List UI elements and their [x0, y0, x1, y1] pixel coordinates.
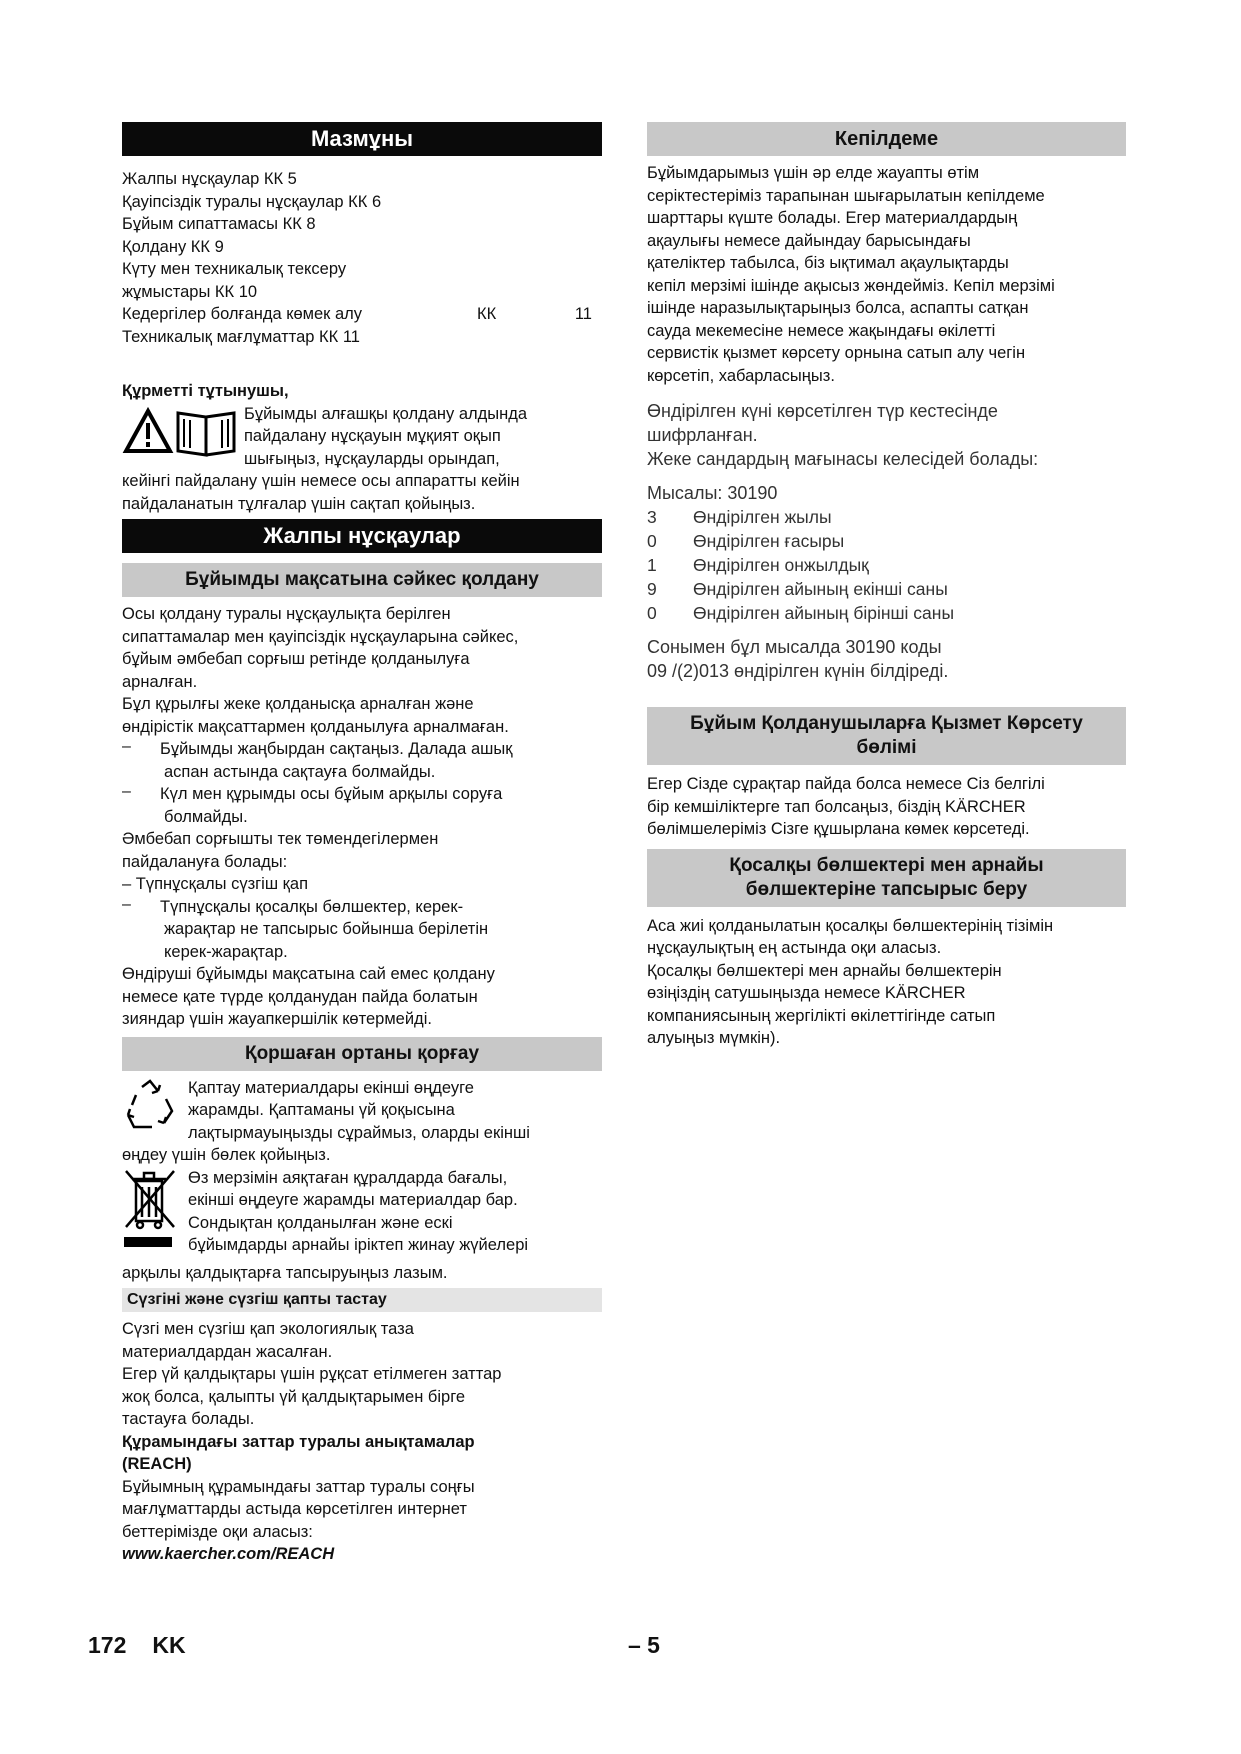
reach-link[interactable]: www.kaercher.com/REACH: [122, 1545, 335, 1563]
toc-item[interactable]: Қолдану КК 9: [122, 237, 224, 256]
date-code-section: Өндірілген күні көрсетілген түр кестесінде шифрланған. Жеке сандардың мағынасы келесідей болады: Мысалы: 30190 3 Өндірілген жылы 0 Өндірілген ғасыры 1 Өндірілген онжылдық 9 Өндірілген айының екінші саны 0 Өндірілген айының бірінші саны Сонымен бұл мысалда 30190 коды 09 /(2)013 өндірілген күнін білдіреді.: [647, 399, 1126, 683]
dear-customer-block: Бұйымды алғашқы қолдану алдында пайдалану нұсқауын мұқият оқып шығыңыз, нұсқауларды орындап,: [122, 403, 602, 471]
table-of-contents: [122, 168, 602, 348]
page-section-number: – 5: [628, 1632, 660, 1658]
toc-item[interactable]: Техникалық мағлұматтар КК 11: [122, 327, 360, 346]
list-item: – Түпнұсқалы сүзгіш қап: [122, 875, 309, 893]
recycle-block: Қаптау материалдары екінші өңдеуге жарамды. Қаптаманы үй қоқысына лақтырмауыңызды сұраймыз, оларды екінші: [122, 1077, 602, 1145]
toc-item[interactable]: Кедергілер болғанда көмек алу КК 11: [122, 305, 592, 323]
list-item: – Күл мен құрымды осы бұйым арқылы соруға болмайды.: [122, 783, 503, 826]
service-text: Егер Сізде сұрақтар пайда болса немесе Сіз белгілі бір кемшіліктерге тап болсаңыз, біздің KÄRCHER бөлімшелеріміз Сізге құшырлана көмек көрсетеді.: [647, 775, 1045, 838]
crossed-bin-icon: [122, 1167, 178, 1257]
table-row: 0 Өндірілген айының бірінші саны: [647, 603, 955, 623]
left-column: Мазмұны Жалпы нұсқаулар КК 5 Қауіпсіздік туралы нұсқаулар КК 6 Бұйым сипаттамасы КК 8 Қолдану КК 9 Күту мен техникалық тексеру жұмыстары КК 10 Кедергілер болғанда көмек алу КК 11 Техникалық мағлұматтар КК 11 Құрметті тұтынушы, Бұйымды алғашқы қолдану алдында пайдалану нұсқауын мұқият оқып шығыңыз, нұсқауларды орындап, кейінгі пайдалану үшін немесе осы аппаратты кейін пайдаланатын тұлғалар үшін сақтап қойыңыз. Жалпы нұсқаулар Бұйымды мақсатына сәйкес қолдану Осы қолдану туралы нұсқаулықта берілген сипаттамалар мен қауіпсіздік нұсқауларына сәйкес, бұйым әмбебап сорғыш ретінде қолданылуға арналған. Бұл құрылғы жеке қолданысқа арналған және өндірістік мақсаттармен қолданылуға арналмаған. – Бұйымды жаңбырдан сақтаңыз. Далада ашық аспан астында сақтауға болмайды. – Күл мен құрымды осы бұйым арқылы соруға болмайды. Әмбебап сорғышты тек төмендегілермен пайдалануға болады: – Түпнұсқалы сүзгіш қап – Түпнұсқалы қосалқы бөлшектер, керек- жарақтар не тапсырыс бойынша берілетін керек-жарақтар. Өндіруші бұйымды мақсатына сай емес қолдану немесе қате түрде қолданудан пайда болатын зияндар үшін жауапкершілік көтермейді. Қоршаған ортаны қорғау Қаптау материалдары екінші өңдеуге жарамды. Қаптаманы үй қоқысына лақтырмауыңызды сұраймыз, оларды екінші өңдеу үшін бөлек қойыңыз. Өз мерзімін аяқтаған құралдарда бағалы, екінші өңдеуге жарамды материалдар бар. Сондықтан қолданылған және ескі бұйымдарды арнайы іріктеп жинау жүйелері арқылы қалдықтарға тапсыруыңыз лазым. Сүзгіні және сүзгіш қапты тастау Сүзгі мен сүзгіш қап экологиялық таза материалдардан жасалған. Егер үй қалдықтары үшін рұқсат етілмеген заттар жоқ болса, қалыпты үй қалдықтарымен бірге тастауға болады. Құрамындағы заттар туралы анықтамалар (REACH) Бұйымның құрамындағы заттар туралы соңғы мағлұматтарды астыда көрсетілген интернет беттерімізде оқи аласыз: www.kaercher.com/REACH: [122, 122, 602, 1566]
warning-manual-icon: [122, 403, 242, 463]
weee-block: Өз мерзімін аяқтаған құралдарда бағалы, екінші өңдеуге жарамды материалдар бар. Сондықтан қолданылған және ескі бұйымдарды арнайы іріктеп жинау жүйелері: [122, 1167, 602, 1262]
reach-heading: Құрамындағы заттар туралы анықтамалар: [122, 1432, 475, 1451]
toc-item[interactable]: Жалпы нұсқаулар КК 5: [122, 170, 297, 188]
recycle-icon: [122, 1077, 178, 1133]
parts-text: Аса жиі қолданылатын қосалқы бөлшектерінің тізімін нұсқаулықтың ең астында оқи аласыз. Қосалқы бөлшектері мен арнайы бөлшектерін өзіңіздің сатушыңызда немесе KÄRCHER компаниясының жергілікті өкілеттігінде сатып алуыңыз мүмкін).: [647, 916, 1054, 1047]
warranty-title: Кепілдеме: [647, 122, 1126, 156]
table-row: 3 Өндірілген жылы: [647, 507, 832, 527]
toc-item[interactable]: жұмыстары КК 10: [122, 282, 258, 301]
toc-item[interactable]: Бұйым сипаттамасы КК 8: [122, 215, 316, 233]
toc-item[interactable]: Күту мен техникалық тексеру: [122, 260, 347, 278]
service-title: Бұйым Қолданушыларға Қызмет Көрсету бөлімі: [647, 707, 1126, 765]
purpose-title: Бұйымды мақсатына сәйкес қолдану: [122, 563, 602, 597]
parts-title: Қосалқы бөлшектері мен арнайы бөлшектеріне тапсырыс беру: [647, 849, 1126, 907]
dear-customer-heading: Құрметті тұтынушы,: [122, 382, 289, 400]
filter-disposal-title: Сүзгіні және сүзгіш қапты тастау: [122, 1288, 602, 1312]
general-title: Жалпы нұсқаулар: [122, 519, 602, 553]
table-row: 0 Өндірілген ғасыры: [647, 531, 845, 551]
toc-title: Мазмұны: [122, 122, 602, 156]
warranty-text: Бұйымдарымыз үшін әр елде жауапты өтім серіктестеріміз тарапынан шығарылатын кепілдеме шарттары күште болады. Егер материалдардың ақаулығы немесе дайындау барысындағы қателіктер табылса, біз ықтимал ақаулықтарды кепіл мерзімі ішінде ақысыз жөндейміз. Кепіл мерзімі ішінде наразылықтарыңыз болса, аспапты сатқан сауда мекемесіне немесе жақындағы өкілетті сервистік қызмет көрсету орнына сатып алу чегін көрсетіп, хабарласыңыз.: [647, 164, 1055, 385]
date-code-table: [647, 505, 1126, 625]
list-item: – Түпнұсқалы қосалқы бөлшектер, керек- жарақтар не тапсырыс бойынша берілетін керек-жарақтар.: [122, 895, 489, 961]
environment-title: Қоршаған ортаны қорғау: [122, 1037, 602, 1071]
list-item: – Бұйымды жаңбырдан сақтаңыз. Далада ашық аспан астында сақтауға болмайды.: [122, 738, 513, 781]
right-column: [647, 122, 1126, 1050]
table-row: 1 Өндірілген онжылдық: [647, 555, 869, 575]
table-row: 9 Өндірілген айының екінші саны: [647, 579, 948, 599]
page-number: 172 KK: [88, 1632, 186, 1658]
toc-item[interactable]: Қауіпсіздік туралы нұсқаулар КК 6: [122, 192, 382, 211]
